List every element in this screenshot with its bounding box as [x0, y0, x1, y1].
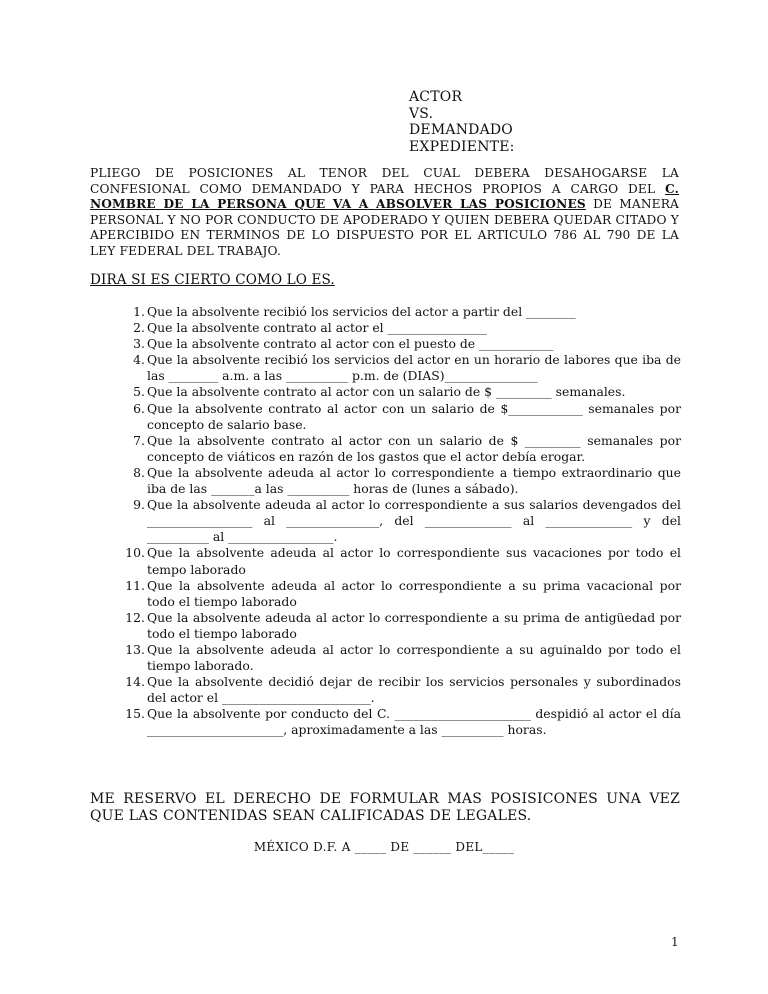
item-number: 3. [133, 336, 145, 352]
list-item [118, 706, 681, 738]
intro-text-before: PLIEGO DE POSICIONES AL TENOR DEL CUAL DEBERA DESAHOGARSE LA CONFESIONAL COMO DEMANDADO Y PARA HECHOS PROPIOS A CARGO DEL [90, 166, 679, 196]
item-text: Que la absolvente contrato al actor con un salario de $ _________ semanales por concepto de viáticos en razón de los gastos que el actor debía erogar. [147, 432, 681, 464]
list-item [118, 578, 681, 610]
item-text: Que la absolvente contrato al actor con un salario de $ _________ semanales. [147, 384, 626, 400]
item-number: 11. [125, 577, 145, 593]
item-text: Que la absolvente por conducto del C. ______________________ despidió al actor el día ______________________, aproximadamente a las __________ horas. [147, 706, 681, 738]
item-text: Que la absolvente adeuda al actor lo correspondiente a tiempo extraordinario que iba de las _______a las __________ horas de (lunes a sábado). [147, 464, 681, 497]
case-header [409, 89, 515, 155]
item-text: Que la absolvente recibió los servicios del actor a partir del ________ [147, 304, 576, 319]
item-number: 8. [133, 464, 145, 480]
positions-list [118, 304, 681, 739]
list-item [118, 304, 681, 320]
item-text: Que la absolvente decidió dejar de recibir los servicios personales y subordinados del actor el ________________________. [147, 674, 681, 706]
item-text: Que la absolvente adeuda al actor lo correspondiente a su prima vacacional por todo el tiempo laborado [147, 577, 681, 609]
list-item [118, 545, 681, 577]
item-text: Que la absolvente adeuda al actor lo correspondiente sus vacaciones por todo el tempo laborado [147, 545, 681, 577]
item-number: 4. [133, 352, 145, 368]
item-number: 14. [125, 674, 145, 690]
header-expediente: EXPEDIENTE: [409, 138, 515, 155]
header-demandado: DEMANDADO [409, 122, 513, 138]
item-text: Que la absolvente adeuda al actor lo correspondiente a su prima de antigüedad por todo el tiempo laborado [147, 609, 681, 641]
item-text: Que la absolvente contrato al actor con el puesto de ____________ [147, 336, 554, 352]
item-text: Que la absolvente recibió los servicios del actor en un horario de labores que iba de las ________ a.m. a las __________ p.m. de (DIAS)_______________ [147, 352, 681, 384]
header-vs: VS. [409, 105, 434, 122]
list-item [118, 384, 681, 400]
item-number: 6. [133, 400, 145, 416]
item-number: 12. [125, 609, 145, 625]
list-item [118, 674, 681, 706]
list-item [118, 610, 681, 642]
item-number: 15. [125, 706, 145, 722]
intro-text-after: DE MANERA PERSONAL Y NO POR CONDUCTO DE APODERADO Y QUIEN DEBERA QUEDAR CITADO Y APERCIBIDO EN TERMINOS DE LO DISPUESTO POR EL ARTICULO 786 AL 790 DE LA LEY FEDERAL DEL TRABAJO. [90, 197, 679, 258]
item-number: 9. [133, 497, 145, 513]
list-item [118, 401, 681, 433]
item-text: Que la absolvente contrato al actor con un salario de $____________ semanales por concepto de salario base. [147, 400, 681, 432]
list-item [118, 497, 681, 545]
item-number: 13. [125, 641, 145, 657]
list-item [118, 433, 681, 465]
intro-absolvent-name: C. NOMBRE DE LA PERSONA QUE VA A ABSOLVER LAS POSICIONES [90, 181, 679, 212]
reservation-paragraph: ME RESERVO EL DERECHO DE FORMULAR MAS POSISICONES UNA VEZ QUE LAS CONTENIDAS SEAN CALIFICADAS DE LEGALES. [90, 791, 680, 824]
item-number: 2. [133, 320, 145, 336]
list-item [118, 336, 681, 352]
item-number: 10. [125, 545, 145, 561]
list-item [118, 642, 681, 674]
place-date-line: MÉXICO D.F. A _____ DE ______ DEL_____ [253, 840, 515, 854]
page-number: 1 [671, 935, 679, 949]
header-actor: ACTOR [409, 89, 463, 105]
item-text: Que la absolvente adeuda al actor lo correspondiente a sus salarios devengados del _________________ al _______________, del ______________ al ______________ y del __________ al _________________. [147, 497, 681, 545]
list-item [118, 320, 681, 336]
item-number: 7. [133, 432, 145, 448]
item-number: 5. [133, 384, 145, 400]
list-item [118, 465, 681, 497]
intro-paragraph [90, 166, 679, 260]
item-number: 1. [133, 304, 145, 319]
list-item [118, 352, 681, 384]
item-text: Que la absolvente contrato al actor el ________________ [147, 320, 487, 336]
item-text: Que la absolvente adeuda al actor lo correspondiente a su aguinaldo por todo el tiempo laborado. [147, 641, 681, 674]
dira-heading: DIRA SI ES CIERTO COMO LO ES. [90, 272, 335, 288]
